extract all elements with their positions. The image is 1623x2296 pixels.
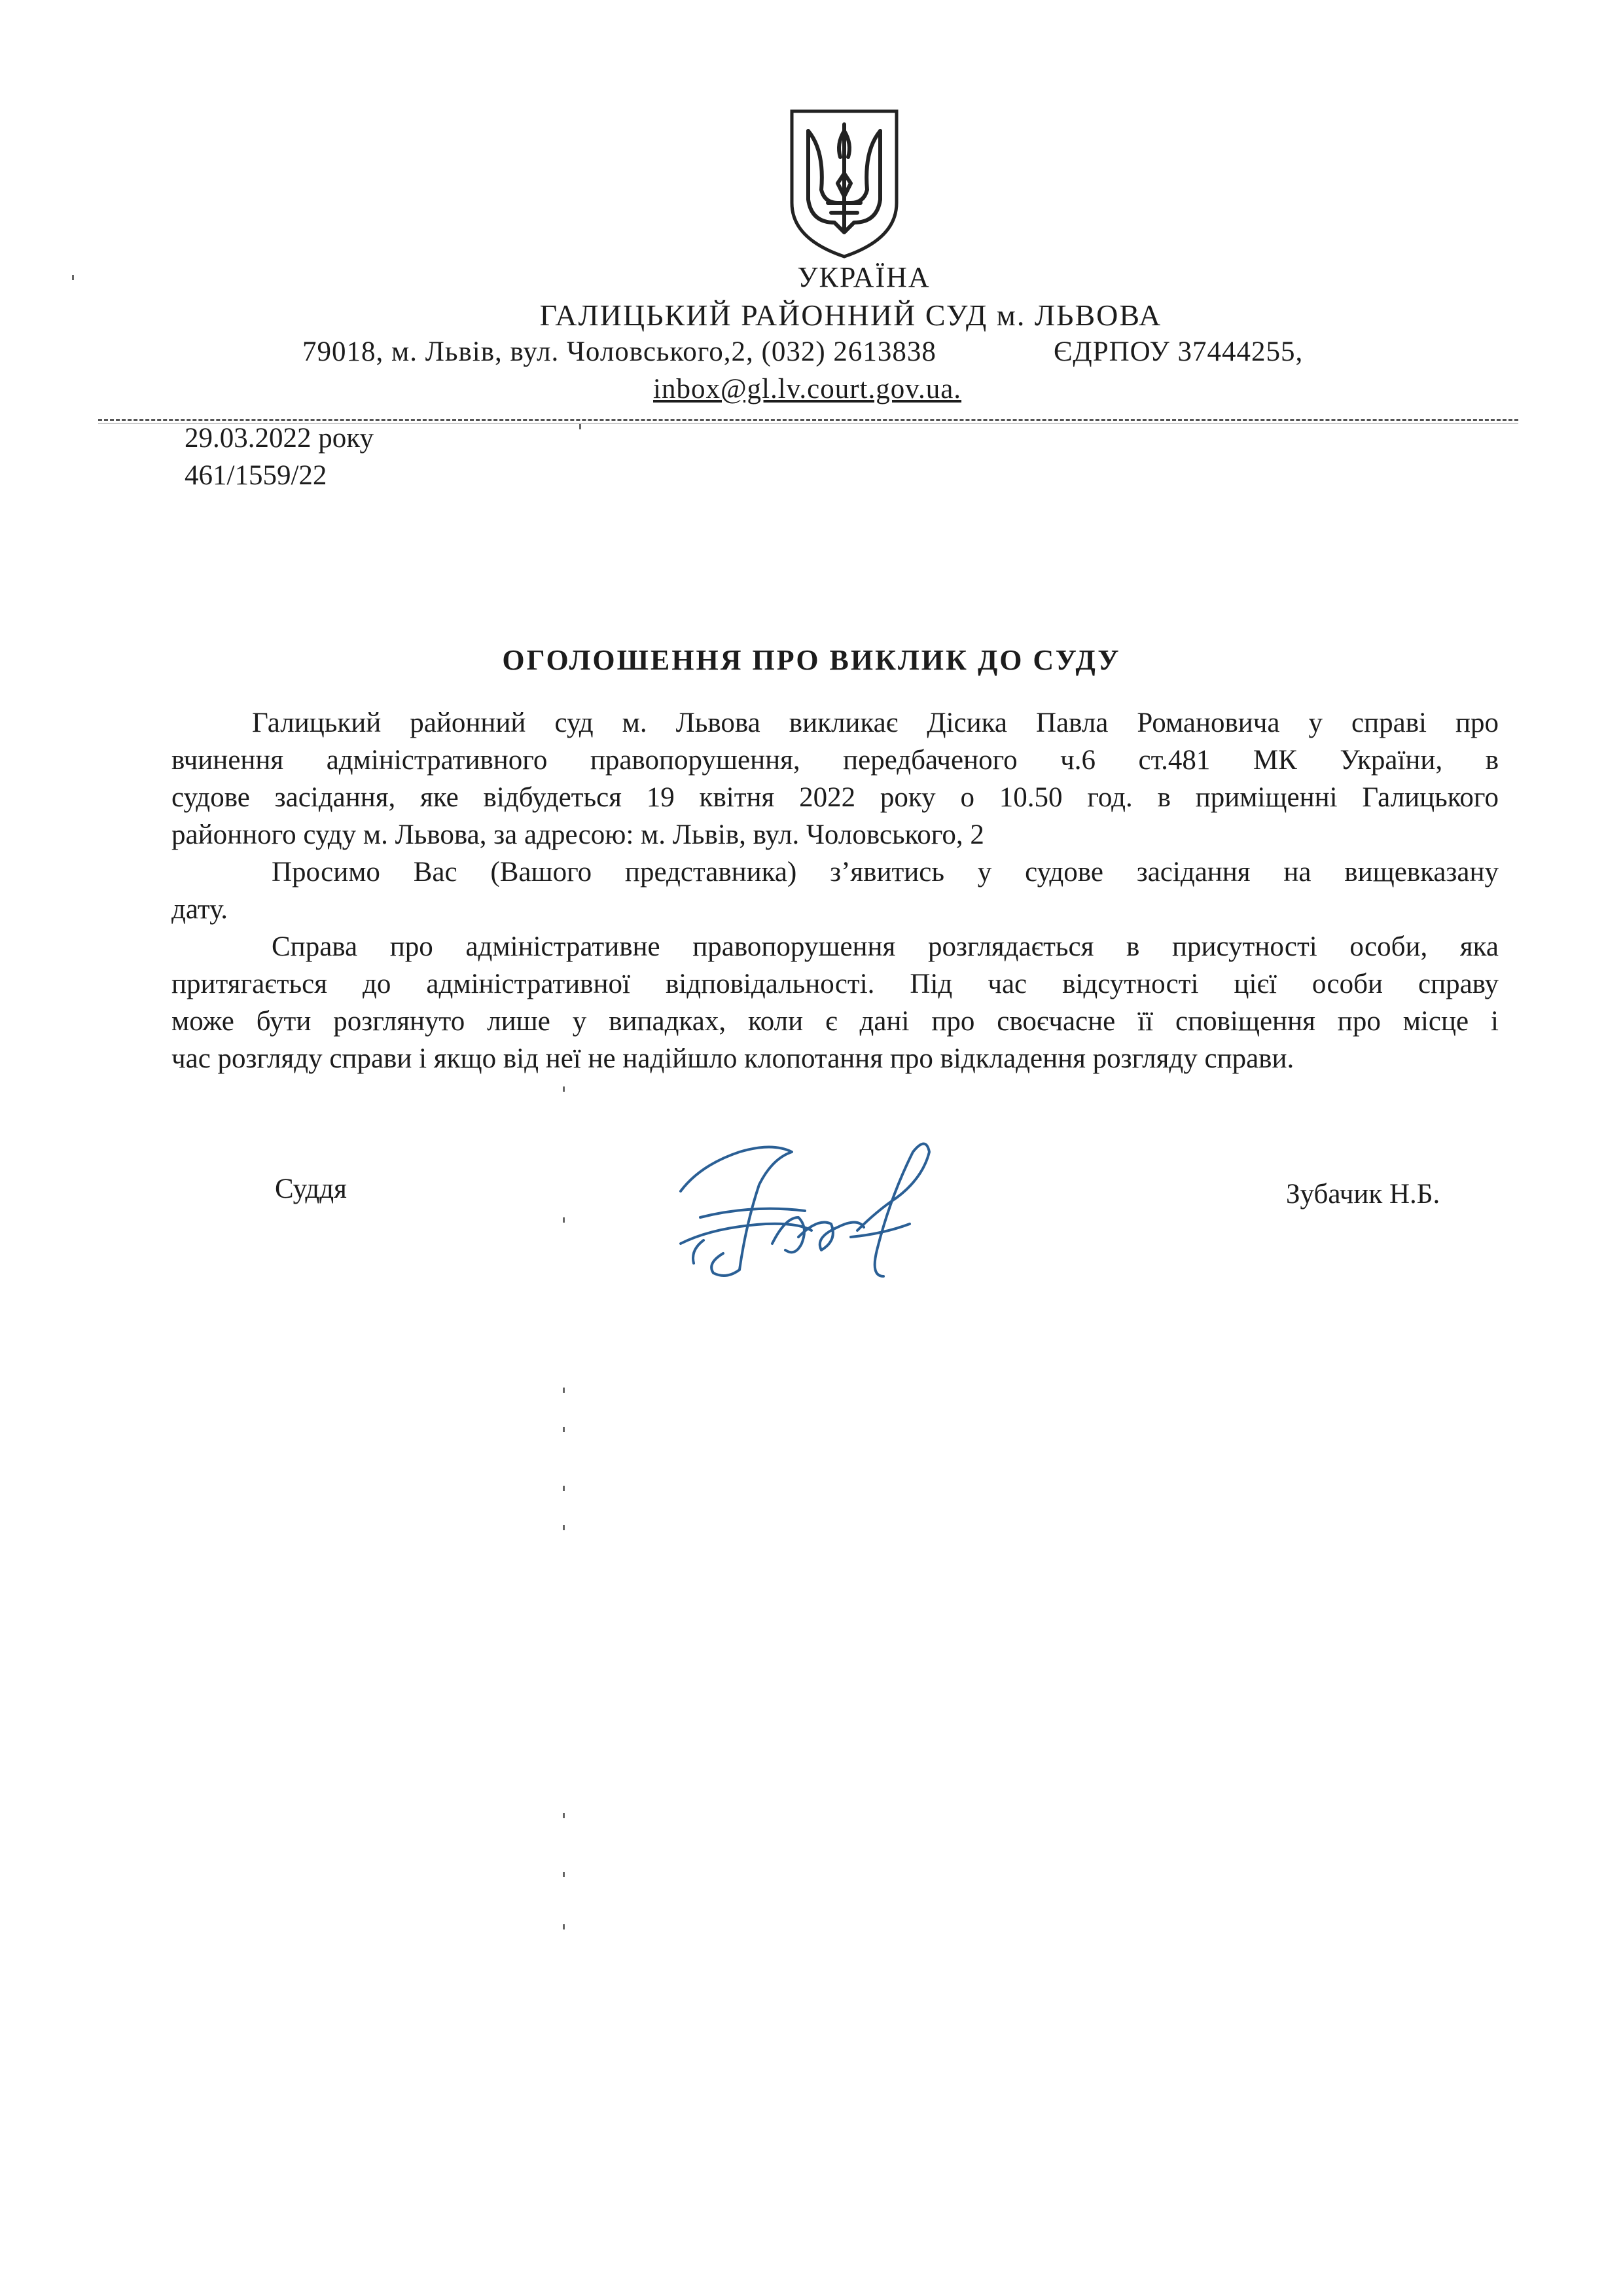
- document-title: ОГОЛОШЕННЯ ПРО ВИКЛИК ДО СУДУ: [502, 644, 1121, 676]
- scan-speck: [563, 1872, 565, 1877]
- paragraph-2-line-2: дату.: [171, 894, 228, 925]
- paragraph-3-line-3: може бути розглянуто лише у випадках, коли є дані про своєчасне її сповіщення про місце і: [171, 1006, 1499, 1037]
- paragraph-1-line-4: районного суду м. Львова, за адресою: м. Львів, вул. Чоловського, 2: [171, 819, 984, 850]
- court-name: ГАЛИЦЬКИЙ РАЙОННИЙ СУД м. ЛЬВОВА: [539, 298, 1162, 332]
- paragraph-1-line-2: вчинення адміністративного правопорушення, передбаченого ч.6 ст.481 МК України, в: [171, 745, 1499, 776]
- paragraph-2-line-1: Просимо Вас (Вашого представника) з’явитись у судове засідання на вищевказану: [272, 857, 1499, 888]
- scan-speck: [563, 1388, 565, 1393]
- scan-speck: [563, 1217, 565, 1223]
- scan-speck: [563, 1486, 565, 1491]
- judge-label: Суддя: [275, 1174, 347, 1204]
- handwritten-signature: [661, 1113, 962, 1309]
- court-edrpou: ЄДРПОУ 37444255,: [1054, 336, 1304, 367]
- scan-speck: [563, 1924, 565, 1929]
- scan-speck: [563, 1427, 565, 1432]
- country-name: УКРАЇНА: [797, 261, 931, 293]
- scan-speck: [563, 1086, 565, 1092]
- paragraph-1-line-1: Галицький районний суд м. Львова викликає Дісика Павла Романовича у справі про: [252, 708, 1499, 738]
- paragraph-3-line-1: Справа про адміністративне правопорушення розглядається в присутності особи, яка: [272, 931, 1499, 962]
- case-number: 461/1559/22: [185, 460, 327, 491]
- paragraph-1-line-3: судове засідання, яке відбудеться 19 квітня 2022 року о 10.50 год. в приміщенні Галицького: [171, 782, 1499, 813]
- scan-speck: [72, 275, 74, 280]
- document-date: 29.03.2022 року: [185, 423, 374, 454]
- court-email: inbox@gl.lv.court.gov.ua.: [653, 374, 962, 404]
- scan-speck: [563, 1525, 565, 1530]
- header-divider: [98, 419, 1518, 421]
- scan-speck: [579, 424, 581, 429]
- paragraph-3-line-2: притягається до адміністративної відповідальності. Під час відсутності цієї особи справу: [171, 969, 1499, 999]
- court-address: 79018, м. Львів, вул. Чоловського,2, (032) 2613838: [302, 336, 936, 367]
- judge-name: Зубачик Н.Б.: [1286, 1179, 1440, 1210]
- scan-speck: [563, 1813, 565, 1818]
- paragraph-3-line-4: час розгляду справи і якщо від неї не надійшло клопотання про відкладення розгляду справи.: [171, 1043, 1294, 1074]
- trident-coat-of-arms-icon: [785, 105, 903, 262]
